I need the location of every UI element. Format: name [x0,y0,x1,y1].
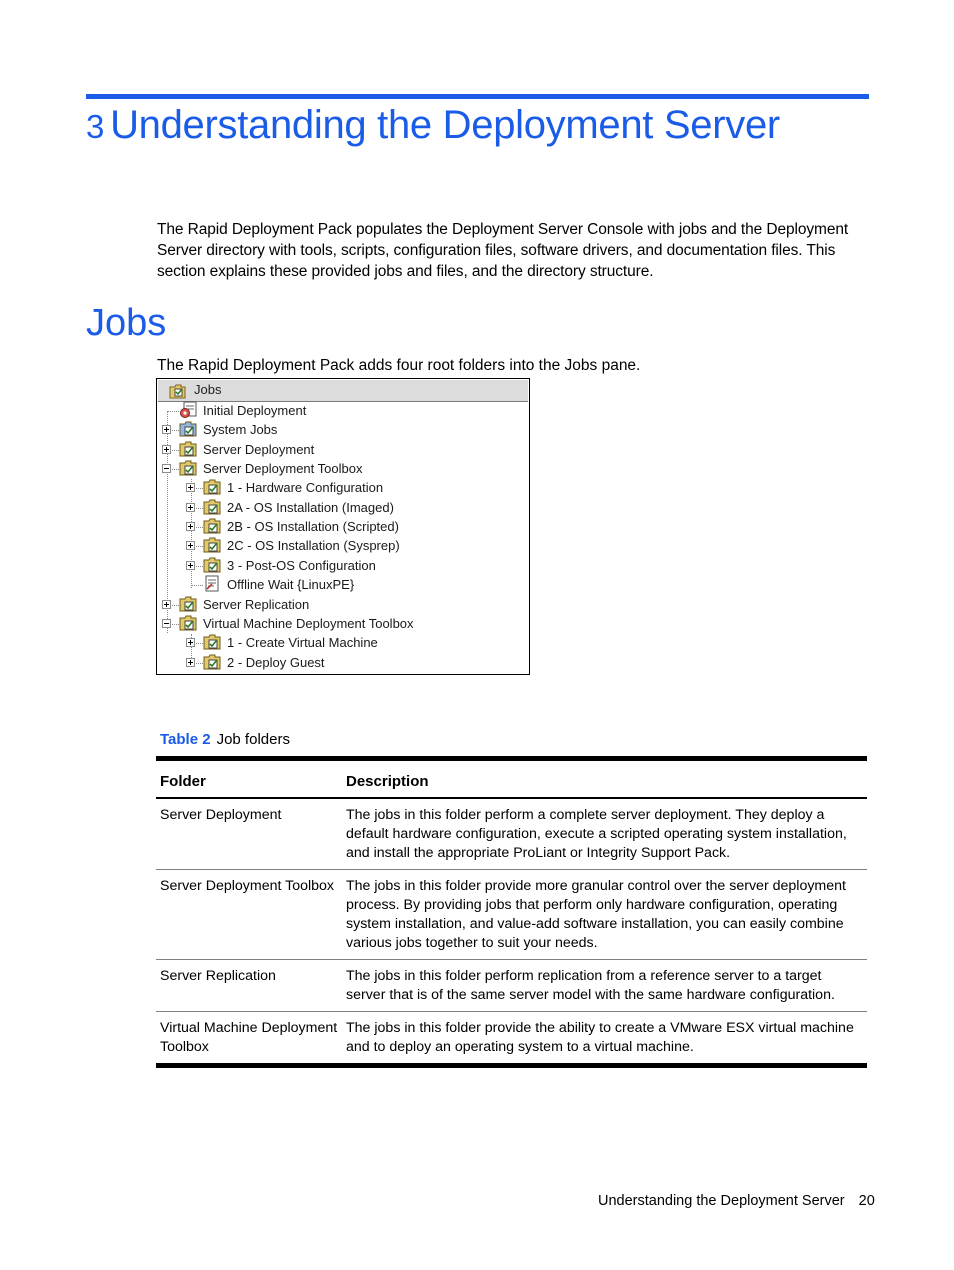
job-folder-icon [179,440,199,458]
description-cell: The jobs in this folder provide the ability to create a VMware ESX virtual machine and to deploy an operating system to a virtual machine. [346,1020,854,1055]
tree-item-label: Virtual Machine Deployment Toolbox [203,615,414,631]
job-folder-icon [179,614,199,632]
tree-item[interactable] [157,401,527,420]
job-folder-icon [179,595,199,613]
tree-item[interactable] [157,653,527,672]
tree-item-label: System Jobs [203,422,278,438]
tree-item[interactable] [157,420,527,439]
expand-icon[interactable] [186,658,195,667]
table-header-row [156,759,867,799]
chapter-title [86,103,780,148]
tree-item[interactable] [157,459,527,478]
tree-item[interactable] [157,595,527,614]
expand-icon[interactable] [162,425,171,434]
expand-icon[interactable] [186,483,195,492]
tree-connector [191,585,203,586]
table-row [156,960,867,1012]
table-caption [160,731,290,748]
folder-cell: Virtual Machine Deployment Toolbox [160,1020,338,1055]
expand-icon[interactable] [186,503,195,512]
tree-item-label: 2B - OS Installation (Scripted) [227,519,399,535]
job-folder-icon [203,633,223,651]
chapter-number: 3 [86,108,105,145]
tree-item[interactable] [157,440,527,459]
table-row [156,870,867,960]
job-folders-table [156,756,867,1068]
tree-item[interactable] [157,556,527,575]
expand-icon[interactable] [186,638,195,647]
section-title: Jobs [86,302,167,344]
tree-item-label: Server Deployment Toolbox [203,461,363,477]
tree-item-label: 2A - OS Installation (Imaged) [227,499,394,515]
table-row [156,1012,867,1066]
job-folder-icon [179,459,199,477]
column-header-description: Description [346,773,429,790]
folder-cell: Server Deployment Toolbox [160,878,335,894]
table-caption-text: Job folders [216,731,290,748]
system-jobs-folder-icon [179,420,199,438]
expand-icon[interactable] [186,541,195,550]
column-header-folder: Folder [160,773,206,790]
tree-connector [167,411,179,412]
expand-icon[interactable] [162,600,171,609]
table-caption-number: Table 2 [160,731,211,748]
tree-item-label: Server Deployment [203,441,315,457]
job-folder-icon [203,556,223,574]
expand-icon[interactable] [162,445,171,454]
job-folder-icon [203,517,223,535]
tree-item[interactable] [157,614,527,633]
tree-item-label: 2 - Deploy Guest [227,654,325,670]
tree-item[interactable] [157,498,527,517]
folder-cell: Server Replication [160,968,276,984]
description-cell: The jobs in this folder perform a complete server deployment. They deploy a default hardware configuration, execute a scripted operating system installation, and install the appropriate ProLiant or Integrity Support Pack. [346,807,847,861]
jobs-folder-icon [169,383,187,399]
expand-icon[interactable] [186,561,195,570]
description-cell: The jobs in this folder perform replication from a reference server to a target server that is of the same server model with the same hardware configuration. [346,968,835,1003]
folder-cell: Server Deployment [160,807,282,823]
job-folder-icon [203,498,223,516]
page-footer [598,1193,875,1209]
job-icon [203,575,223,593]
chapter-rule [86,94,869,99]
intro-paragraph: The Rapid Deployment Pack populates the Deployment Server Console with jobs and the Deployment Server directory with tools, scripts, configuration files, software drivers, and documentation files. This section explains these provided jobs and files, and the directory structure. [157,221,849,280]
tree-item[interactable] [157,575,527,594]
tree-item-label: Initial Deployment [203,403,307,418]
tree-item-label: 1 - Create Virtual Machine [227,635,378,651]
table-row [156,798,867,870]
job-folder-icon [203,653,223,671]
tree-header[interactable] [158,380,528,402]
chapter-title-text: Understanding the Deployment Server [110,103,780,147]
job-folder-icon [203,536,223,554]
tree-item-label: 2C - OS Installation (Sysprep) [227,538,400,554]
tree-item[interactable] [157,478,527,497]
tree-item[interactable] [157,536,527,555]
collapse-icon[interactable] [162,619,171,628]
expand-icon[interactable] [186,522,195,531]
collapse-icon[interactable] [162,464,171,473]
tree-item-label: 1 - Hardware Configuration [227,480,384,496]
jobs-tree-screenshot [156,378,530,675]
tree-item-label: Server Replication [203,596,310,612]
tree-item[interactable] [157,517,527,536]
tree-item[interactable] [157,633,527,652]
description-cell: The jobs in this folder provide more granular control over the server deployment process. By providing jobs that perform only hardware configuration, operating system installation, and value-add software installation, you can easily combine various jobs together to suit your needs. [346,878,846,951]
initial-deployment-icon [179,401,199,419]
tree-item-label: Offline Wait {LinuxPE} [227,577,355,593]
page-number: 20 [858,1193,875,1209]
section-lead: The Rapid Deployment Pack adds four root folders into the Jobs pane. [157,357,641,374]
job-folder-icon [203,478,223,496]
tree-header-label: Jobs [194,382,222,397]
tree-item-label: 3 - Post-OS Configuration [227,557,376,573]
footer-section-title: Understanding the Deployment Server [598,1193,845,1209]
